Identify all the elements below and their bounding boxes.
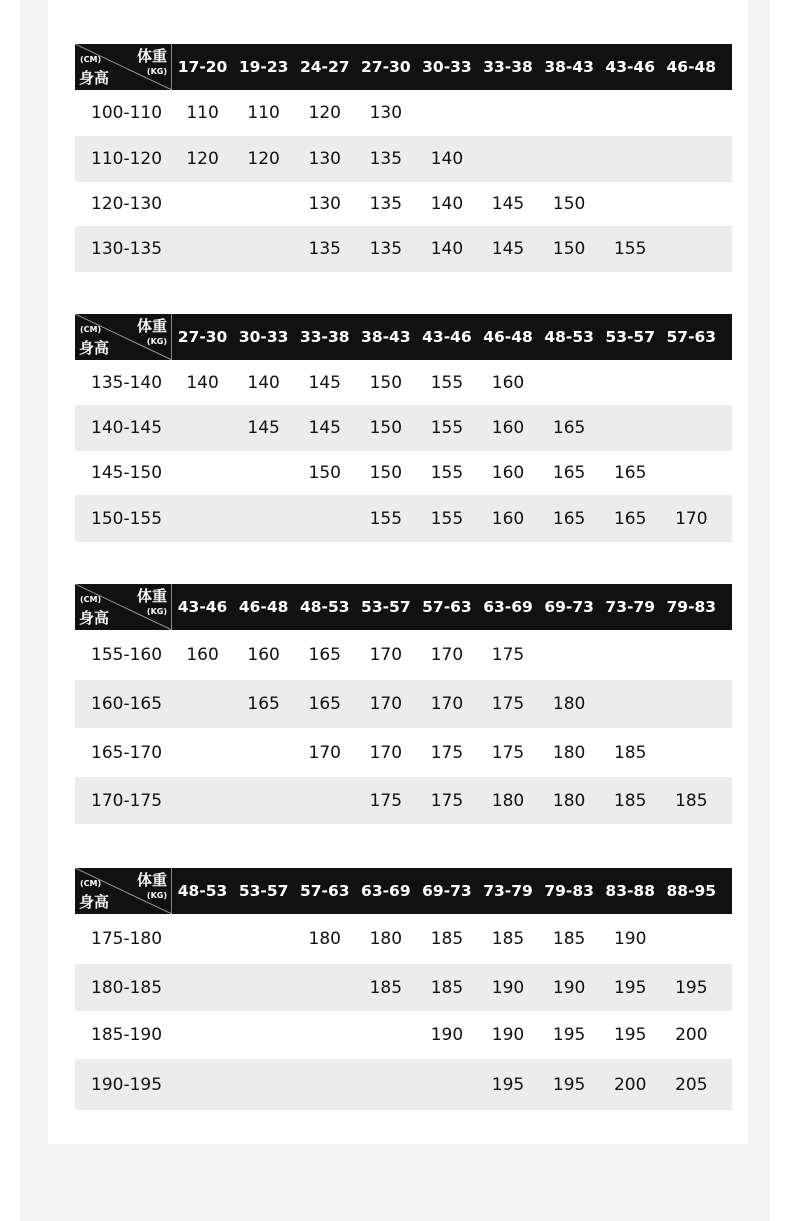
size-cell: 140 bbox=[430, 149, 464, 169]
height-range-cell: 190-195 bbox=[91, 1074, 163, 1095]
size-table-1 bbox=[75, 44, 732, 272]
height-range-cell: 175-180 bbox=[91, 929, 163, 949]
table-row bbox=[75, 777, 732, 824]
size-cell: 205 bbox=[675, 1074, 708, 1095]
weight-range-header: 88-95 bbox=[666, 882, 717, 900]
height-unit: (CM) bbox=[80, 55, 102, 64]
weight-range-header: 19-23 bbox=[238, 58, 289, 76]
size-cell: 170 bbox=[369, 742, 403, 763]
weight-range-header: 69-73 bbox=[544, 598, 594, 616]
height-range-cell: 170-175 bbox=[91, 790, 163, 811]
height-range-cell: 150-155 bbox=[91, 508, 163, 529]
height-range-cell: 135-140 bbox=[91, 372, 163, 393]
size-cell: 170 bbox=[369, 645, 403, 665]
weight-range-header: 69-73 bbox=[422, 882, 472, 900]
weight-label: 体重 bbox=[136, 871, 167, 889]
size-cell: 160 bbox=[491, 418, 525, 438]
size-cell: 175 bbox=[491, 694, 525, 714]
weight-range-header: 48-53 bbox=[177, 882, 228, 900]
size-cell: 165 bbox=[308, 694, 341, 714]
size-cell: 195 bbox=[675, 977, 708, 998]
size-cell: 140 bbox=[247, 372, 280, 393]
weight-range-header: 38-43 bbox=[361, 328, 411, 346]
corner-cell bbox=[75, 44, 172, 90]
height-range-cell: 140-145 bbox=[91, 418, 163, 438]
height-label: 身高 bbox=[79, 609, 110, 627]
size-cell: 135 bbox=[308, 239, 341, 259]
weight-range-header: 27-30 bbox=[177, 328, 228, 346]
size-cell: 170 bbox=[430, 694, 464, 714]
height-range-cell: 155-160 bbox=[91, 645, 163, 665]
weight-range-header: 24-27 bbox=[299, 58, 350, 76]
weight-range-header: 48-53 bbox=[299, 598, 350, 616]
size-cell: 185 bbox=[552, 929, 586, 949]
size-cell: 180 bbox=[491, 790, 525, 811]
size-cell: 185 bbox=[613, 742, 647, 763]
height-unit: (CM) bbox=[80, 879, 102, 888]
size-cell: 195 bbox=[613, 977, 647, 998]
size-cell: 170 bbox=[369, 694, 403, 714]
size-cell: 190 bbox=[613, 929, 647, 949]
weight-range-header: 73-79 bbox=[605, 598, 655, 616]
weight-range-header: 53-57 bbox=[238, 882, 289, 900]
table-row bbox=[75, 360, 732, 405]
height-range-cell: 145-150 bbox=[91, 463, 163, 483]
size-cell: 110 bbox=[186, 103, 219, 123]
weight-range-header: 43-46 bbox=[422, 328, 472, 346]
size-cell: 120 bbox=[186, 149, 219, 169]
height-range-cell: 160-165 bbox=[91, 694, 163, 714]
weight-range-header: 33-38 bbox=[299, 328, 350, 346]
size-cell: 165 bbox=[613, 508, 647, 529]
weight-range-header: 48-53 bbox=[544, 328, 594, 346]
table-header bbox=[75, 868, 732, 914]
table-row bbox=[75, 1011, 732, 1059]
weight-range-header: 46-48 bbox=[666, 58, 717, 76]
table-row bbox=[75, 630, 732, 680]
size-cell: 185 bbox=[613, 790, 647, 811]
size-cell: 145 bbox=[308, 372, 341, 393]
table-row bbox=[75, 1059, 732, 1110]
height-range-cell: 130-135 bbox=[91, 239, 163, 259]
table-header bbox=[75, 584, 732, 630]
weight-range-header: 63-69 bbox=[361, 882, 411, 900]
size-cell: 180 bbox=[308, 929, 341, 949]
size-cell: 180 bbox=[552, 790, 586, 811]
weight-range-header: 43-46 bbox=[177, 598, 228, 616]
corner-cell bbox=[75, 868, 172, 914]
size-cell: 195 bbox=[613, 1025, 647, 1045]
size-cell: 190 bbox=[552, 977, 586, 998]
size-cell: 150 bbox=[369, 463, 403, 483]
height-label: 身高 bbox=[79, 339, 110, 357]
table-row bbox=[75, 90, 732, 136]
size-cell: 155 bbox=[369, 508, 403, 529]
size-cell: 150 bbox=[552, 194, 586, 214]
weight-range-header: 38-43 bbox=[544, 58, 594, 76]
size-cell: 185 bbox=[675, 790, 708, 811]
weight-range-header: 57-63 bbox=[422, 598, 472, 616]
size-cell: 185 bbox=[430, 977, 464, 998]
weight-range-header: 57-63 bbox=[299, 882, 350, 900]
weight-range-header: 33-38 bbox=[483, 58, 533, 76]
weight-range-header: 53-57 bbox=[361, 598, 411, 616]
table-row bbox=[75, 451, 732, 495]
size-cell: 120 bbox=[308, 103, 341, 123]
size-cell: 165 bbox=[247, 694, 280, 714]
weight-range-header: 17-20 bbox=[177, 58, 228, 76]
size-table-2 bbox=[75, 314, 732, 542]
table-row bbox=[75, 136, 732, 182]
size-cell: 140 bbox=[430, 239, 464, 259]
size-cell: 160 bbox=[491, 463, 525, 483]
height-range-cell: 180-185 bbox=[91, 977, 163, 998]
size-cell: 190 bbox=[430, 1025, 464, 1045]
table-row bbox=[75, 964, 732, 1011]
weight-range-header: 83-88 bbox=[605, 882, 655, 900]
table-header bbox=[75, 44, 732, 90]
weight-unit: (KG) bbox=[146, 607, 167, 616]
size-cell: 190 bbox=[491, 977, 525, 998]
height-range-cell: 100-110 bbox=[91, 103, 163, 123]
size-cell: 150 bbox=[552, 239, 586, 259]
size-cell: 195 bbox=[552, 1025, 586, 1045]
table-header bbox=[75, 314, 732, 360]
size-cell: 150 bbox=[308, 463, 341, 483]
weight-range-header: 46-48 bbox=[483, 328, 533, 346]
size-cell: 130 bbox=[308, 194, 341, 214]
size-cell: 155 bbox=[430, 463, 464, 483]
size-cell: 165 bbox=[552, 418, 586, 438]
height-range-cell: 110-120 bbox=[91, 149, 163, 169]
height-label: 身高 bbox=[79, 893, 110, 911]
size-cell: 200 bbox=[675, 1025, 708, 1045]
size-cell: 160 bbox=[491, 508, 525, 529]
height-label: 身高 bbox=[79, 69, 110, 87]
size-cell: 180 bbox=[552, 742, 586, 763]
table-row bbox=[75, 182, 732, 226]
size-cell: 195 bbox=[552, 1074, 586, 1095]
size-cell: 165 bbox=[552, 508, 586, 529]
size-cell: 165 bbox=[308, 645, 341, 665]
size-cell: 200 bbox=[613, 1074, 647, 1095]
table-row bbox=[75, 405, 732, 451]
size-cell: 145 bbox=[491, 239, 525, 259]
size-cell: 160 bbox=[247, 645, 280, 665]
size-cell: 160 bbox=[186, 645, 219, 665]
size-cell: 185 bbox=[491, 929, 525, 949]
weight-unit: (KG) bbox=[146, 891, 167, 900]
size-cell: 155 bbox=[613, 239, 647, 259]
size-cell: 195 bbox=[491, 1074, 525, 1095]
size-cell: 135 bbox=[369, 194, 403, 214]
table-row bbox=[75, 226, 732, 272]
weight-range-header: 27-30 bbox=[361, 58, 411, 76]
table-row bbox=[75, 728, 732, 777]
weight-range-header: 43-46 bbox=[605, 58, 655, 76]
size-table-4 bbox=[75, 868, 732, 1110]
size-cell: 140 bbox=[186, 372, 219, 393]
height-unit: (CM) bbox=[80, 595, 102, 604]
weight-label: 体重 bbox=[136, 587, 167, 605]
height-range-cell: 120-130 bbox=[91, 194, 163, 214]
size-cell: 145 bbox=[491, 194, 525, 214]
size-cell: 155 bbox=[430, 372, 464, 393]
weight-label: 体重 bbox=[136, 47, 167, 65]
size-cell: 180 bbox=[552, 694, 586, 714]
weight-range-header: 79-83 bbox=[666, 598, 717, 616]
height-range-cell: 185-190 bbox=[91, 1025, 163, 1045]
table-row bbox=[75, 495, 732, 542]
weight-range-header: 53-57 bbox=[605, 328, 655, 346]
height-unit: (CM) bbox=[80, 325, 102, 334]
table-row bbox=[75, 914, 732, 964]
weight-range-header: 30-33 bbox=[238, 328, 289, 346]
size-cell: 165 bbox=[613, 463, 647, 483]
size-cell: 170 bbox=[308, 742, 341, 763]
size-cell: 170 bbox=[430, 645, 464, 665]
corner-cell bbox=[75, 314, 172, 360]
size-cell: 120 bbox=[247, 149, 280, 169]
size-cell: 130 bbox=[369, 103, 403, 123]
weight-unit: (KG) bbox=[146, 337, 167, 346]
size-cell: 175 bbox=[491, 645, 525, 665]
size-cell: 175 bbox=[430, 790, 464, 811]
weight-label: 体重 bbox=[136, 317, 167, 335]
size-cell: 135 bbox=[369, 149, 403, 169]
weight-range-header: 63-69 bbox=[483, 598, 533, 616]
weight-unit: (KG) bbox=[146, 67, 167, 76]
weight-range-header: 79-83 bbox=[544, 882, 594, 900]
size-cell: 185 bbox=[430, 929, 464, 949]
size-cell: 130 bbox=[308, 149, 341, 169]
size-cell: 175 bbox=[430, 742, 464, 763]
weight-range-header: 30-33 bbox=[422, 58, 472, 76]
size-cell: 135 bbox=[369, 239, 403, 259]
size-cell: 140 bbox=[430, 194, 464, 214]
size-cell: 160 bbox=[491, 372, 525, 393]
size-cell: 145 bbox=[247, 418, 280, 438]
size-cell: 145 bbox=[308, 418, 341, 438]
size-cell: 110 bbox=[247, 103, 280, 123]
weight-range-header: 57-63 bbox=[666, 328, 717, 346]
size-cell: 175 bbox=[491, 742, 525, 763]
size-cell: 190 bbox=[491, 1025, 525, 1045]
size-cell: 165 bbox=[552, 463, 586, 483]
size-cell: 170 bbox=[675, 508, 708, 529]
size-cell: 155 bbox=[430, 508, 464, 529]
corner-cell bbox=[75, 584, 172, 630]
size-cell: 150 bbox=[369, 418, 403, 438]
height-range-cell: 165-170 bbox=[91, 742, 163, 763]
size-cell: 175 bbox=[369, 790, 403, 811]
weight-range-header: 73-79 bbox=[483, 882, 533, 900]
size-cell: 185 bbox=[369, 977, 403, 998]
size-cell: 150 bbox=[369, 372, 403, 393]
size-table-3 bbox=[75, 584, 732, 824]
size-cell: 155 bbox=[430, 418, 464, 438]
table-row bbox=[75, 680, 732, 728]
weight-range-header: 46-48 bbox=[238, 598, 289, 616]
size-cell: 180 bbox=[369, 929, 403, 949]
